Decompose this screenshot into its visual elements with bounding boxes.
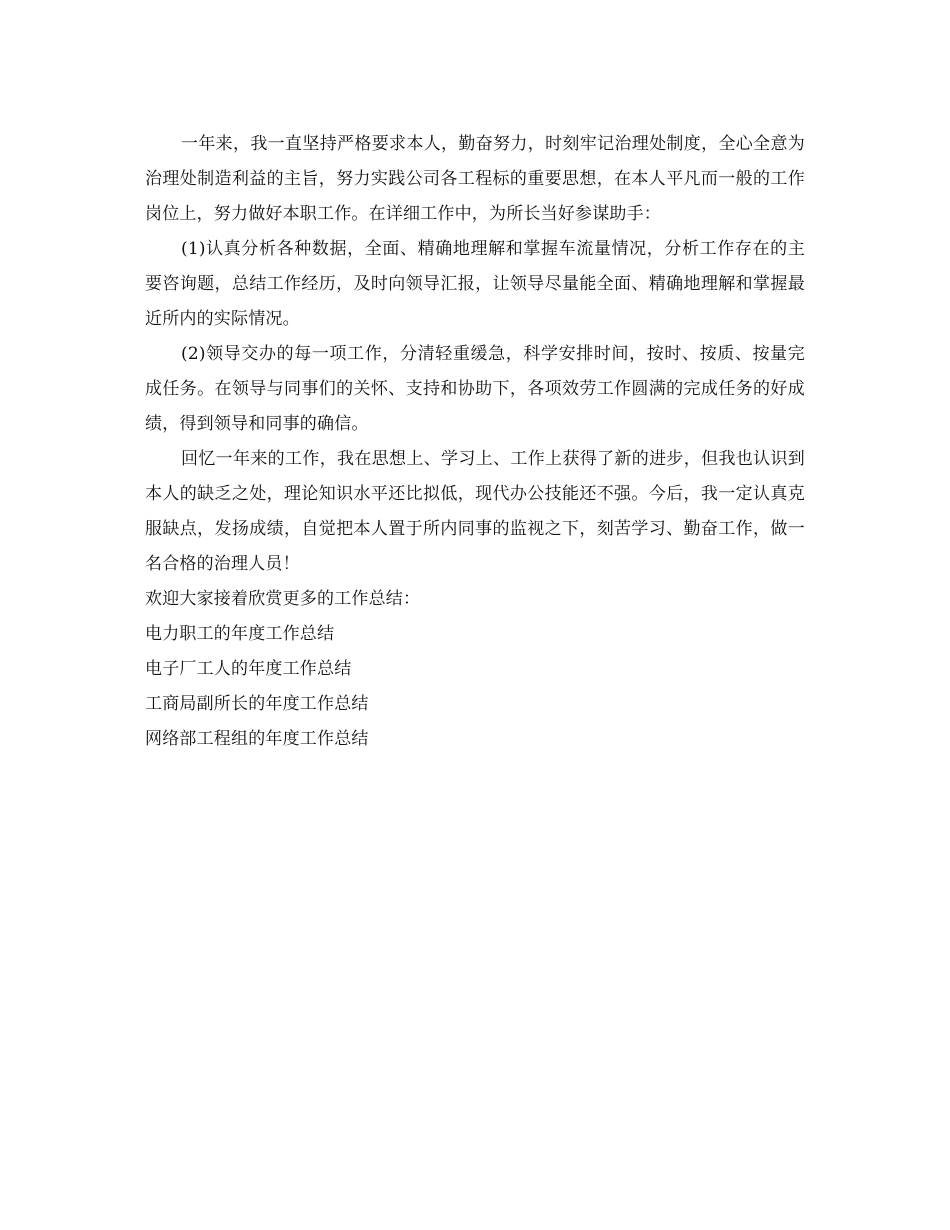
related-summaries-list (145, 617, 805, 757)
body-paragraph-3: (2)领导交办的每一项工作，分清轻重缓急，科学安排时间，按时、按质、按量完成任务。在领导与同事们的关怀、支持和协助下，各项效劳工作圆满的完成任务的好成绩，得到领导和同事的确信。 (145, 344, 805, 434)
body-paragraph-1: 一年来，我一直坚持严格要求本人，勤奋努力，时刻牢记治理处制度，全心全意为治理处制造利益的主旨，努力实践公司各工程标的重要思想，在本人平凡而一般的工作岗位上，努力做好本职工作。在详细工作中，为所长当好参谋助手： (145, 134, 805, 224)
related-summary-link[interactable]: 工商局副所长的年度工作总结 (145, 694, 369, 714)
related-summary-link[interactable]: 电力职工的年度工作总结 (145, 624, 335, 644)
document-page (145, 127, 805, 757)
body-paragraph-2: (1)认真分析各种数据，全面、精确地理解和掌握车流量情况，分析工作存在的主要咨询题，总结工作经历，及时向领导汇报，让领导尽量能全面、精确地理解和掌握最近所内的实际情况。 (145, 239, 805, 329)
related-summary-link[interactable]: 网络部工程组的年度工作总结 (145, 729, 369, 749)
related-summary-link[interactable]: 电子厂工人的年度工作总结 (145, 659, 352, 679)
more-summaries-intro: 欢迎大家接着欣赏更多的工作总结： (145, 589, 421, 609)
body-paragraph-4: 回忆一年来的工作，我在思想上、学习上、工作上获得了新的进步，但我也认识到本人的缺乏之处，理论知识水平还比拟低，现代办公技能还不强。今后，我一定认真克服缺点，发扬成绩，自觉把本人置于所内同事的监视之下，刻苦学习、勤奋工作，做一名合格的治理人员！ (145, 449, 805, 574)
